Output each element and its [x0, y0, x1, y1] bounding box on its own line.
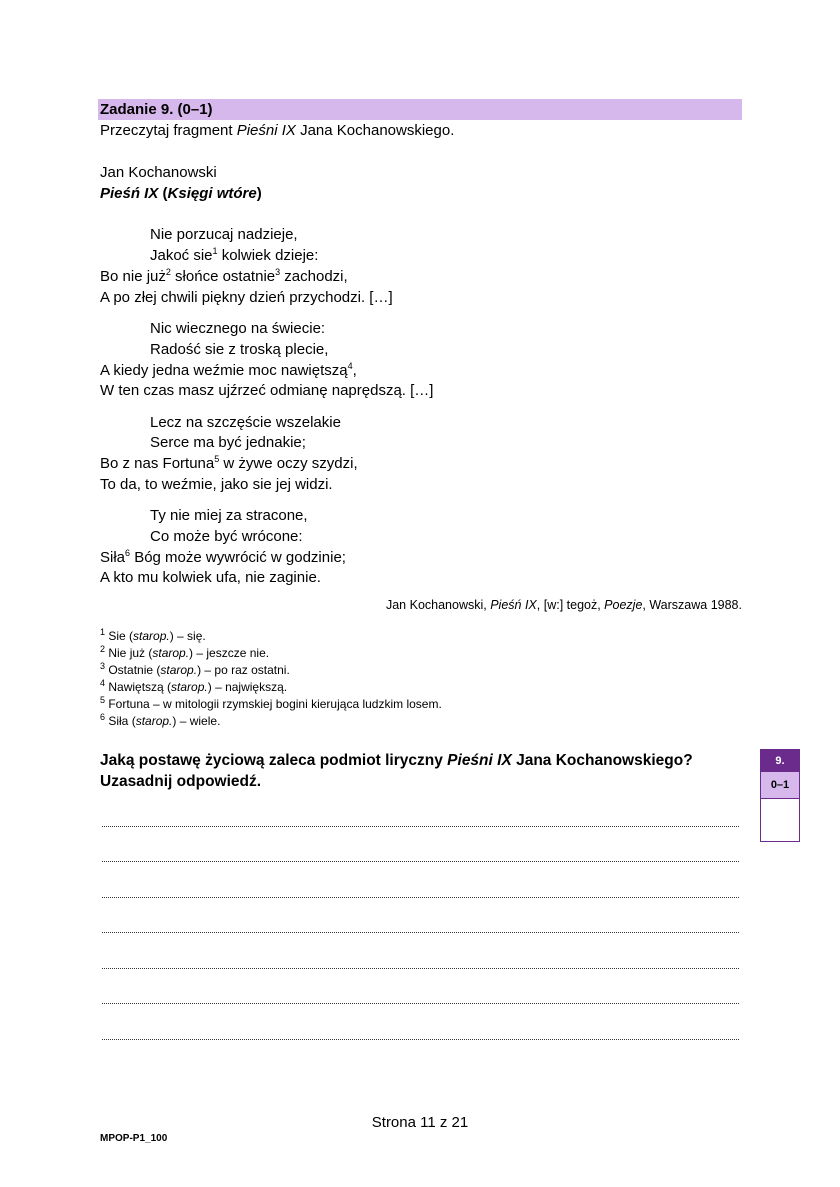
page-number: Strona 11 z 21	[371, 1114, 469, 1131]
poem-line: Lecz na szczęście wszelakie	[150, 414, 341, 431]
poem-author: Jan Kochanowski	[100, 164, 217, 181]
score-field[interactable]	[761, 799, 799, 841]
question: Jaką postawę życiową zaleca podmiot liryczny Pieśni IX Jana Kochanowskiego? Uzasadnij odpowiedź.	[100, 752, 693, 790]
answer-line[interactable]	[102, 897, 739, 898]
footnote: $^3$ Ostatnie (starop.) – po raz ostatni.	[100, 661, 290, 677]
answer-line[interactable]	[102, 968, 739, 969]
score-box	[760, 749, 800, 842]
poem-line: Nic wiecznego na świecie:	[150, 320, 326, 337]
poem-line: Serce ma być jednakie;	[150, 434, 306, 451]
poem-line: Siła$^6$ Bóg może wywrócić w godzinie;	[100, 548, 346, 566]
source-citation: Jan Kochanowski, Pieśń IX, [w:] tegoż, Poezje, Warszawa 1988.	[385, 598, 742, 612]
poem-line: Ty nie miej za stracone,	[150, 507, 308, 524]
poem-title: Pieśń IX (Księgi wtóre)	[100, 185, 262, 202]
poem-line: A kto mu kolwiek ufa, nie zaginie.	[100, 569, 321, 586]
footnote: $^2$ Nie już (starop.) – jeszcze nie.	[100, 644, 270, 660]
footnote: $^4$ Nawiętszą (starop.) – największą.	[100, 678, 288, 694]
poem-line: Nie porzucaj nadzieje,	[150, 226, 298, 243]
answer-line[interactable]	[102, 861, 739, 862]
poem-line: A po złej chwili piękny dzień przychodzi. […]	[100, 289, 393, 306]
footnote: $^5$ Fortuna – w mitologii rzymskiej bogini kierująca ludzkim losem.	[100, 695, 442, 711]
task-title: Zadanie 9. (0–1)	[100, 101, 213, 118]
poem-line: Radość sie z troską plecie,	[150, 341, 329, 358]
poem-line: Bo z nas Fortuna$^5$ w żywe oczy szydzi,	[100, 454, 358, 472]
poem-line: Bo nie już$^2$ słońce ostatnie$^3$ zachodzi,	[100, 267, 348, 285]
exam-code: MPOP-P1_100	[100, 1133, 168, 1144]
answer-line[interactable]	[102, 826, 739, 827]
task-header	[98, 99, 742, 120]
score-range: 0–1	[761, 772, 799, 799]
score-task-number: 9.	[761, 750, 799, 772]
poem-line: Jakoć sie$^1$ kolwiek dzieje:	[150, 246, 319, 264]
answer-line[interactable]	[102, 932, 739, 933]
footnote: $^6$ Siła (starop.) – wiele.	[100, 712, 221, 728]
poem-line: To da, to weźmie, jako sie jej widzi.	[100, 476, 333, 493]
instruction: Przeczytaj fragment Pieśni IX Jana Kochanowskiego.	[100, 122, 455, 139]
poem-line: W ten czas masz ujźrzeć odmianę naprędszą. […]	[100, 382, 434, 399]
answer-line[interactable]	[102, 1003, 739, 1004]
answer-line[interactable]	[102, 1039, 739, 1040]
footnote: $^1$ Sie (starop.) – się.	[100, 627, 206, 643]
poem-line: Co może być wrócone:	[150, 528, 303, 545]
poem-line: A kiedy jedna weźmie moc nawiętszą$^4$,	[100, 361, 357, 379]
